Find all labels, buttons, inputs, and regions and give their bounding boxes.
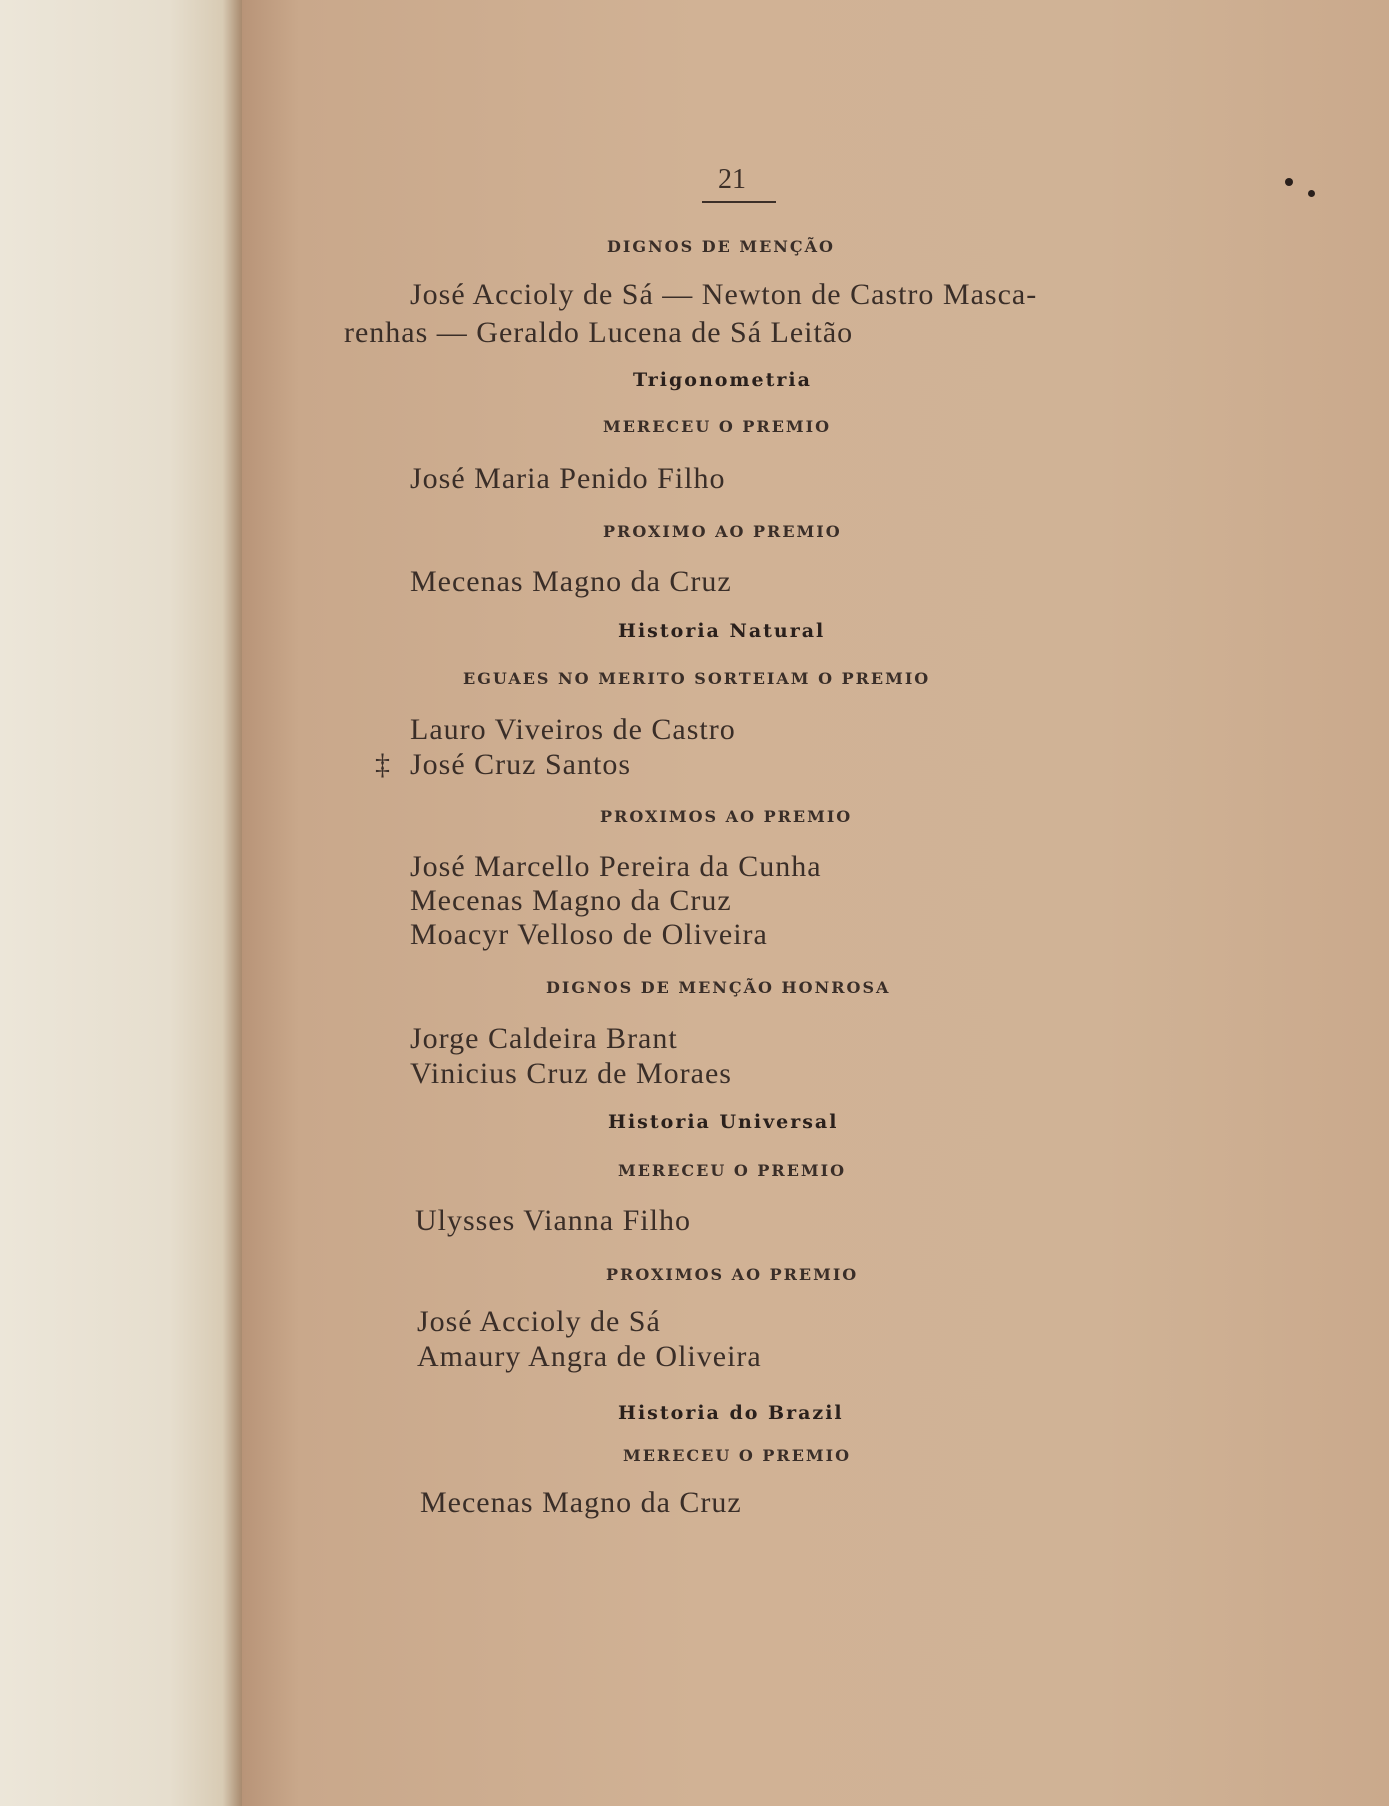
honorable-name: Jorge Caldeira Brant bbox=[410, 1022, 678, 1055]
page-number-rule bbox=[702, 201, 776, 203]
honorable-name: Vinicius Cruz de Moraes bbox=[410, 1057, 732, 1090]
runner-up-name: José Accioly de Sá bbox=[417, 1305, 661, 1338]
caption-proximo: PROXIMO AO PREMIO bbox=[603, 522, 842, 541]
heading-historia-universal: Historia Universal bbox=[608, 1111, 839, 1133]
caption-eguaes: EGUAES NO MERITO SORTEIAM O PREMIO bbox=[463, 669, 931, 688]
runner-up-name: José Marcello Pereira da Cunha bbox=[410, 850, 822, 883]
runner-up-name: Moacyr Velloso de Oliveira bbox=[410, 918, 768, 951]
tied-name: Lauro Viveiros de Castro bbox=[410, 713, 736, 746]
caption-mereceu: MERECEU O PREMIO bbox=[618, 1161, 847, 1180]
runner-up-name: Mecenas Magno da Cruz bbox=[410, 565, 732, 598]
heading-historia-brazil: Historia do Brazil bbox=[618, 1402, 844, 1424]
runner-up-name: Amaury Angra de Oliveira bbox=[417, 1340, 762, 1373]
heading-trigonometria: Trigonometria bbox=[633, 369, 812, 391]
caption-mereceu: MERECEU O PREMIO bbox=[603, 417, 832, 436]
caption-proximos: PROXIMOS AO PREMIO bbox=[606, 1265, 859, 1284]
page-number: 21 bbox=[718, 164, 746, 195]
tied-name: José Cruz Santos bbox=[410, 748, 631, 781]
runner-up-name: Mecenas Magno da Cruz bbox=[410, 884, 732, 917]
caption-mereceu: MERECEU O PREMIO bbox=[623, 1446, 852, 1465]
ink-dot bbox=[1285, 178, 1293, 186]
names-line-1: José Accioly de Sá — Newton de Castro Masca- bbox=[410, 278, 1038, 311]
caption-proximos: PROXIMOS AO PREMIO bbox=[600, 807, 853, 826]
winner-name: José Maria Penido Filho bbox=[410, 462, 726, 495]
ink-dot bbox=[1308, 190, 1315, 197]
names-line-2: renhas — Geraldo Lucena de Sá Leitão bbox=[344, 316, 854, 349]
dagger-mark: ‡ bbox=[375, 748, 391, 781]
caption-mencao-honrosa: DIGNOS DE MENÇÃO HONROSA bbox=[546, 978, 891, 997]
book-gutter bbox=[0, 0, 242, 1806]
winner-name: Mecenas Magno da Cruz bbox=[420, 1486, 742, 1519]
heading-historia-natural: Historia Natural bbox=[618, 620, 826, 642]
winner-name: Ulysses Vianna Filho bbox=[415, 1204, 691, 1237]
caption-dignos-mencao: DIGNOS DE MENÇÃO bbox=[607, 237, 835, 256]
